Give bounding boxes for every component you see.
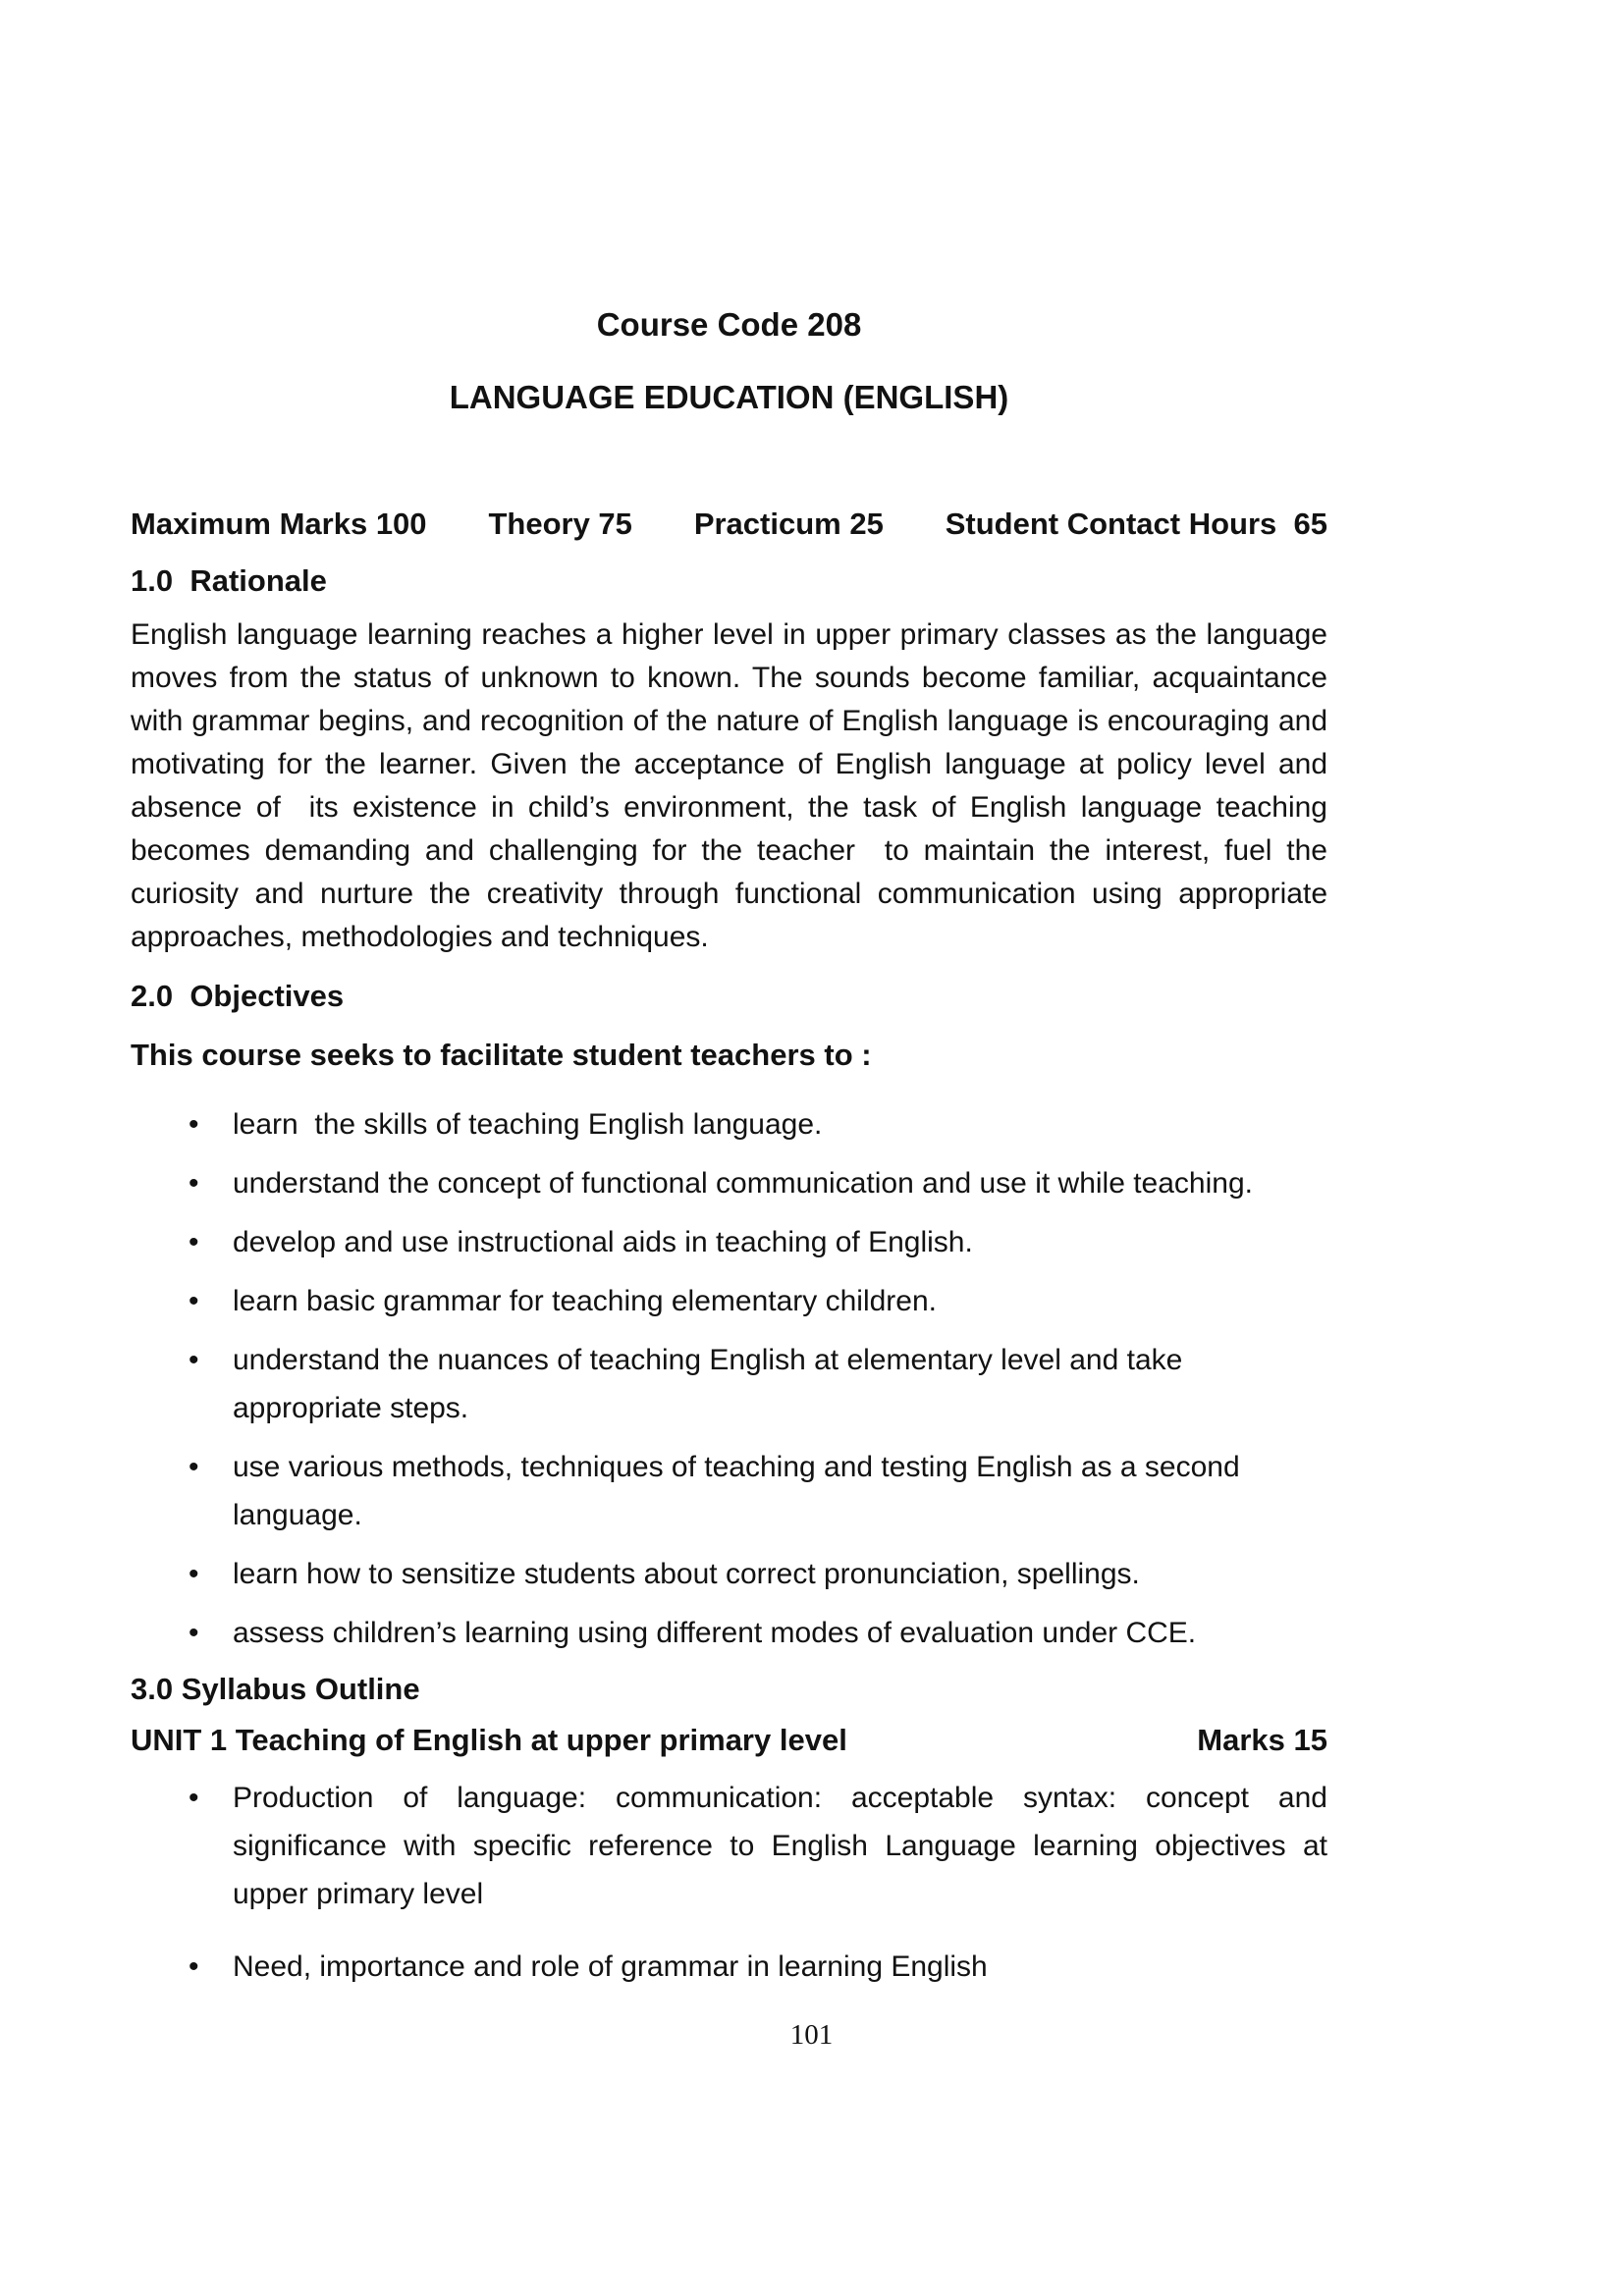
marks-summary-item: Theory 75: [488, 507, 632, 541]
marks-summary-item: Student Contact Hours 65: [945, 507, 1327, 541]
objectives-item-text: assess children’s learning using different modes of evaluation under CCE.: [233, 1617, 1197, 1649]
objectives-item-text: learn the skills of teaching English language.: [233, 1108, 823, 1141]
course-name-title: LANGUAGE EDUCATION (ENGLISH): [449, 379, 1009, 415]
marks-summary-item: Practicum 25: [693, 507, 884, 541]
unit1-header-row: [131, 1719, 1327, 1762]
objectives-list-item: [131, 1443, 1327, 1539]
unit1-list-item: [131, 1943, 1327, 1991]
unit1-topics-list: [131, 1774, 1336, 1991]
objectives-item-text: understand the concept of functional communication and use it while teaching.: [233, 1167, 1253, 1200]
objectives-list-item: [131, 1159, 1327, 1207]
page-content: [131, 0, 1336, 1991]
objectives-list-item: [131, 1609, 1327, 1657]
bullet-icon: •: [189, 1344, 199, 1376]
objectives-item-text: use various methods, techniques of teaching and testing English as a second language.: [233, 1451, 1248, 1531]
marks-summary-item: Maximum Marks 100: [131, 507, 427, 541]
marks-summary-row: [131, 503, 1327, 546]
objectives-item-text: learn basic grammar for teaching elementary children.: [233, 1285, 937, 1317]
objectives-item-text: develop and use instructional aids in teaching of English.: [233, 1226, 973, 1258]
bullet-icon: •: [189, 1558, 199, 1590]
bullet-icon: •: [189, 1285, 199, 1317]
bullet-icon: •: [189, 1617, 199, 1649]
course-code-title: Course Code 208: [596, 306, 862, 343]
objectives-list-item: [131, 1550, 1327, 1598]
objectives-list: [131, 1100, 1327, 1657]
unit1-marks: Marks 15: [1197, 1723, 1327, 1757]
unit1-list-item: [131, 1774, 1336, 1918]
bullet-icon: •: [189, 1782, 199, 1814]
unit1-item-text: Need, importance and role of grammar in learning English: [233, 1950, 988, 1983]
objectives-list-item: [131, 1336, 1327, 1432]
bullet-icon: •: [189, 1226, 199, 1258]
bullet-icon: •: [189, 1108, 199, 1141]
unit1-item-text: Production of language: communication: acceptable syntax: concept and significance with specific reference to English Language learning objectives at upper primary level: [233, 1782, 1336, 1910]
bullet-icon: •: [189, 1167, 199, 1200]
objectives-list-item: [131, 1100, 1327, 1148]
unit1-title: UNIT 1 Teaching of English at upper primary level: [131, 1723, 847, 1757]
bullet-icon: •: [189, 1950, 199, 1983]
objectives-intro: This course seeks to facilitate student teachers to :: [131, 1038, 872, 1072]
section-heading-syllabus: 3.0 Syllabus Outline: [131, 1672, 420, 1706]
objectives-item-text: learn how to sensitize students about correct pronunciation, spellings.: [233, 1558, 1140, 1590]
objectives-item-text: understand the nuances of teaching English at elementary level and take appropriate steps.: [233, 1344, 1191, 1424]
section-heading-objectives: 2.0 Objectives: [131, 979, 345, 1013]
page-number: 101: [789, 2019, 834, 2051]
section-heading-rationale: 1.0 Rationale: [131, 563, 327, 598]
bullet-icon: •: [189, 1451, 199, 1483]
objectives-list-item: [131, 1218, 1327, 1266]
objectives-list-item: [131, 1277, 1327, 1325]
rationale-paragraph: English language learning reaches a higher level in upper primary classes as the language moves from the status of unknown to known. The sounds become familiar, acquaintance with grammar begins, and recognition of the nature of English language is encouraging and motivating for the learner. Given the acceptance of English language at policy level and absence of its existence in child’s environment, the task of English language teaching becomes demanding and challenging for the teacher to maintain the interest, fuel the curiosity and nurture the creativity through functional communication using appropriate approaches, methodologies and techniques.: [131, 618, 1336, 953]
